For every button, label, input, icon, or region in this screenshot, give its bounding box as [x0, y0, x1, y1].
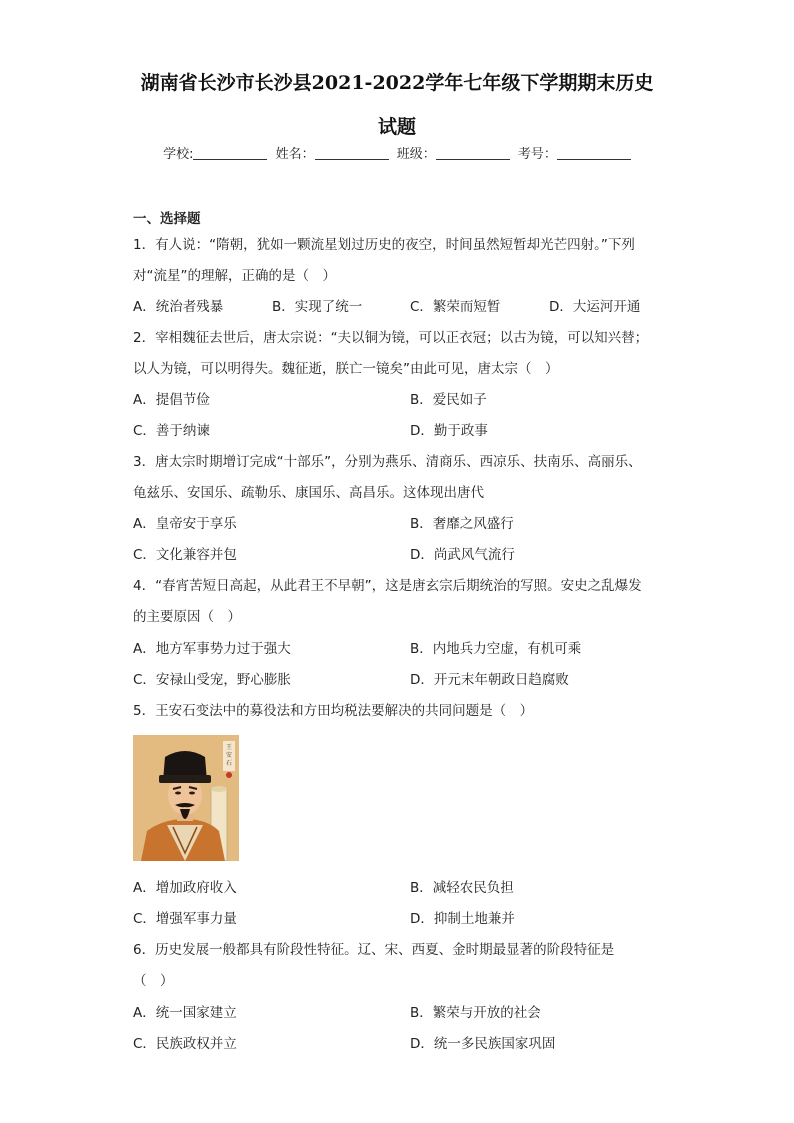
question-5-option-c: C．增强军事力量: [133, 911, 237, 927]
question-1-line-1: 1．有人说：“隋朝，犹如一颗流星划过历史的夜空，时间虽然短暂却光芒四射。”下列: [133, 237, 635, 253]
student-info-row: [0, 143, 794, 162]
question-6-option-c: C．民族政权并立: [133, 1036, 237, 1052]
question-5-line-1: 5．王安石变法中的募役法和方田均税法要解决的共同问题是（ ）: [133, 703, 534, 719]
question-3-option-a: A．皇帝安于享乐: [133, 516, 237, 532]
question-5-option-a: A．增加政府收入: [133, 880, 237, 896]
name-label: 姓名：: [275, 147, 315, 162]
exam-title-line1: 湖南省长沙市长沙县2021-2022学年七年级下学期期末历史: [140, 72, 654, 94]
question-3-option-d: D．尚武风气流行: [410, 547, 515, 563]
question-6-option-d: D．统一多民族国家巩固: [410, 1036, 556, 1052]
question-5-option-d: D．抑制土地兼并: [410, 911, 515, 927]
question-4-option-b: B．内地兵力空虚，有机可乘: [410, 641, 582, 657]
question-4-line-2: 的主要原因（ ）: [133, 609, 241, 625]
question-2-option-d: D．勤于政事: [410, 423, 488, 439]
name-blank: [315, 147, 389, 160]
school-blank: [193, 147, 267, 160]
question-2-option-c: C．善于纳谏: [133, 423, 210, 439]
question-1-option-b: B．实现了统一: [272, 299, 363, 315]
class-blank: [436, 147, 510, 160]
question-5-option-b: B．减轻农民负担: [410, 880, 514, 896]
question-4-option-d: D．开元末年朝政日趋腐败: [410, 672, 569, 688]
question-6-line-2: （ ）: [133, 973, 174, 989]
question-2-line-1: 2．宰相魏征去世后，唐太宗说：“夫以铜为镜，可以正衣冠；以古为镜，可以知兴替；: [133, 330, 649, 346]
question-3-line-1: 3．唐太宗时期增订完成“十部乐”，分别为燕乐、清商乐、西凉乐、扶南乐、高丽乐、: [133, 454, 642, 470]
exam-title-line2: 试题: [377, 116, 416, 138]
question-4-option-c: C．安禄山受宠，野心膨胀: [133, 672, 291, 688]
question-3-line-2: 龟兹乐、安国乐、疏勒乐、康国乐、高昌乐。这体现出唐代: [133, 485, 484, 501]
exam-number-blank: [557, 147, 631, 160]
question-6-option-a: A．统一国家建立: [133, 1005, 237, 1021]
portrait-caption-char-2: 安: [225, 752, 233, 759]
school-label: 学校:: [163, 147, 194, 162]
question-3-option-b: B．奢靡之风盛行: [410, 516, 514, 532]
question-1-option-d: D．大运河开通: [549, 299, 641, 315]
question-4-line-1: 4．“春宵苦短日高起，从此君王不早朝”，这是唐玄宗后期统治的写照。安史之乱爆发: [133, 578, 642, 594]
class-label: 班级：: [396, 147, 436, 162]
question-6-option-b: B．繁荣与开放的社会: [410, 1005, 541, 1021]
question-3-option-c: C．文化兼容并包: [133, 547, 237, 563]
section-heading: 一、选择题: [133, 211, 201, 227]
question-4-option-a: A．地方军事势力过于强大: [133, 641, 291, 657]
question-1-line-2: 对“流星”的理解，正确的是（ ）: [133, 268, 336, 284]
portrait-caption-char-3: 石: [225, 760, 233, 767]
wang-anshi-portrait: [133, 735, 239, 861]
exam-number-label: 考号：: [517, 147, 557, 162]
question-2-option-a: A．提倡节俭: [133, 392, 210, 408]
question-6-line-1: 6．历史发展一般都具有阶段性特征。辽、宋、西夏、金时期最显著的阶段特征是: [133, 942, 615, 958]
question-2-line-2: 以人为镜，可以明得失。魏征逝，朕亡一镜矣”由此可见，唐太宗（ ）: [133, 361, 559, 377]
question-1-option-c: C．繁荣而短暂: [410, 299, 501, 315]
question-2-option-b: B．爱民如子: [410, 392, 487, 408]
question-1-option-a: A．统治者残暴: [133, 299, 224, 315]
portrait-caption-char-1: 王: [225, 744, 233, 751]
